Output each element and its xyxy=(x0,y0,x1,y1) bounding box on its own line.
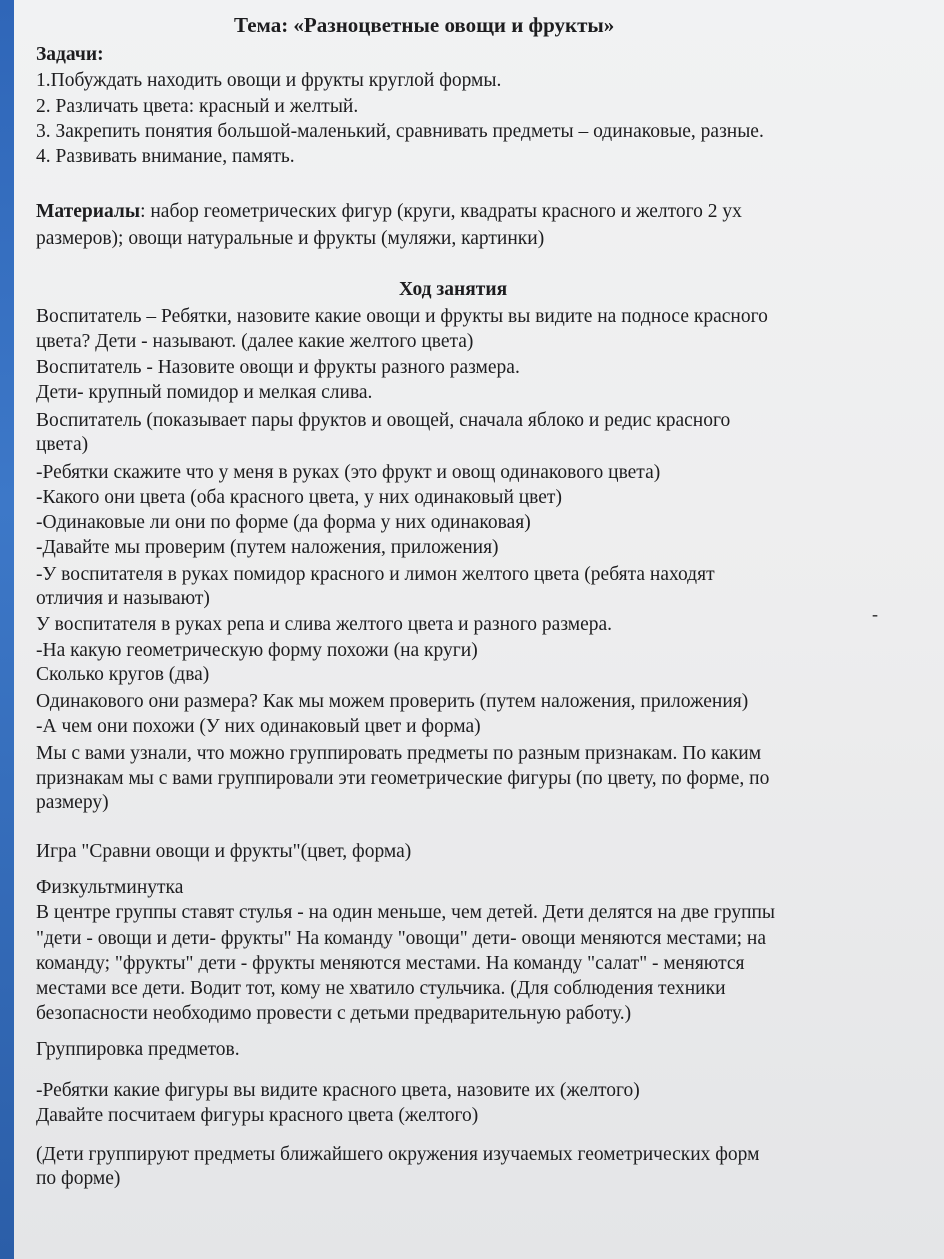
final-line: (Дети группируют предметы ближайшего окружения изучаемых геометрических форм xyxy=(36,1144,760,1165)
lesson-line: -У воспитателя в руках помидор красного и лимон желтого цвета (ребята находят xyxy=(36,564,715,585)
lesson-line: цвета? Дети - называют. (далее какие желтого цвета) xyxy=(36,331,474,352)
physical-line: "дети - овощи и дети- фрукты" На команду "овощи" дети- овощи меняются местами; на xyxy=(36,928,767,949)
stray-mark: - xyxy=(872,604,878,624)
physical-line: В центре группы ставят стулья - на один меньше, чем детей. Дети делятся на две группы xyxy=(36,902,776,923)
lesson-line: отличия и называют) xyxy=(36,588,210,609)
lesson-heading: Ход занятия xyxy=(399,279,508,300)
lesson-line: -Одинаковые ли они по форме (да форма у них одинаковая) xyxy=(36,512,531,533)
materials-text: : набор геометрических фигур (круги, квадраты красного и желтого 2 ух xyxy=(140,201,742,222)
task-item: 2. Различать цвета: красный и желтый. xyxy=(36,96,359,117)
materials-line-2: размеров); овощи натуральные и фрукты (муляжи, картинки) xyxy=(36,228,545,249)
lesson-line: -Давайте мы проверим (путем наложения, приложения) xyxy=(36,537,499,558)
physical-line: безопасности необходимо провести с детьми предварительную работу.) xyxy=(36,1003,632,1024)
grouping-line: Давайте посчитаем фигуры красного цвета (желтого) xyxy=(36,1105,479,1126)
lesson-line: размеру) xyxy=(36,792,109,813)
game-line: Игра "Сравни овощи и фрукты"(цвет, форма) xyxy=(36,841,412,862)
lesson-line: Воспитатель (показывает пары фруктов и овощей, сначала яблоко и редис красного xyxy=(36,410,731,431)
lesson-line: Одинакового они размера? Как мы можем проверить (путем наложения, приложения) xyxy=(36,691,749,712)
lesson-line: -На какую геометрическую форму похожи (на круги) xyxy=(36,640,478,661)
grouping-line: -Ребятки какие фигуры вы видите красного цвета, назовите их (желтого) xyxy=(36,1080,640,1101)
task-item: 3. Закрепить понятия большой-маленький, сравнивать предметы – одинаковые, разные. xyxy=(36,121,764,142)
document-page xyxy=(14,0,944,1259)
task-item: 4. Развивать внимание, память. xyxy=(36,146,295,167)
physical-line: команду; "фрукты" дети - фрукты меняются местами. На команду "салат" - меняются xyxy=(36,953,745,974)
lesson-line: Мы с вами узнали, что можно группировать предметы по разным признакам. По каким xyxy=(36,743,762,764)
lesson-line: Воспитатель – Ребятки, назовите какие овощи и фрукты вы видите на подносе красного xyxy=(36,306,768,327)
materials-label: Материалы xyxy=(36,201,141,222)
document-title: Тема: «Разноцветные овощи и фрукты» xyxy=(234,13,615,37)
final-line: по форме) xyxy=(36,1168,121,1189)
materials-line xyxy=(36,201,742,223)
grouping-heading: Группировка предметов. xyxy=(36,1039,240,1060)
lesson-line: Сколько кругов (два) xyxy=(36,664,210,685)
lesson-line: У воспитателя в руках репа и слива желтого цвета и разного размера. xyxy=(36,614,613,635)
physical-line: местами все дети. Водит тот, кому не хватило стульчика. (Для соблюдения техники xyxy=(36,978,726,999)
lesson-line: -Какого они цвета (оба красного цвета, у них одинаковый цвет) xyxy=(36,487,562,508)
lesson-line: Дети- крупный помидор и мелкая слива. xyxy=(36,382,373,403)
task-item: 1.Побуждать находить овощи и фрукты круглой формы. xyxy=(36,70,502,91)
lesson-line: признакам мы с вами группировали эти геометрические фигуры (по цвету, по форме, по xyxy=(36,768,770,789)
lesson-line: -А чем они похожи (У них одинаковый цвет и форма) xyxy=(36,716,481,737)
tasks-heading: Задачи: xyxy=(36,44,104,65)
lesson-line: -Ребятки скажите что у меня в руках (это фрукт и овощ одинакового цвета) xyxy=(36,462,661,483)
physical-heading: Физкультминутка xyxy=(36,877,184,898)
lesson-line: цвета) xyxy=(36,434,89,455)
blue-folder-edge xyxy=(0,0,14,1259)
lesson-line: Воспитатель - Назовите овощи и фрукты разного размера. xyxy=(36,357,520,378)
